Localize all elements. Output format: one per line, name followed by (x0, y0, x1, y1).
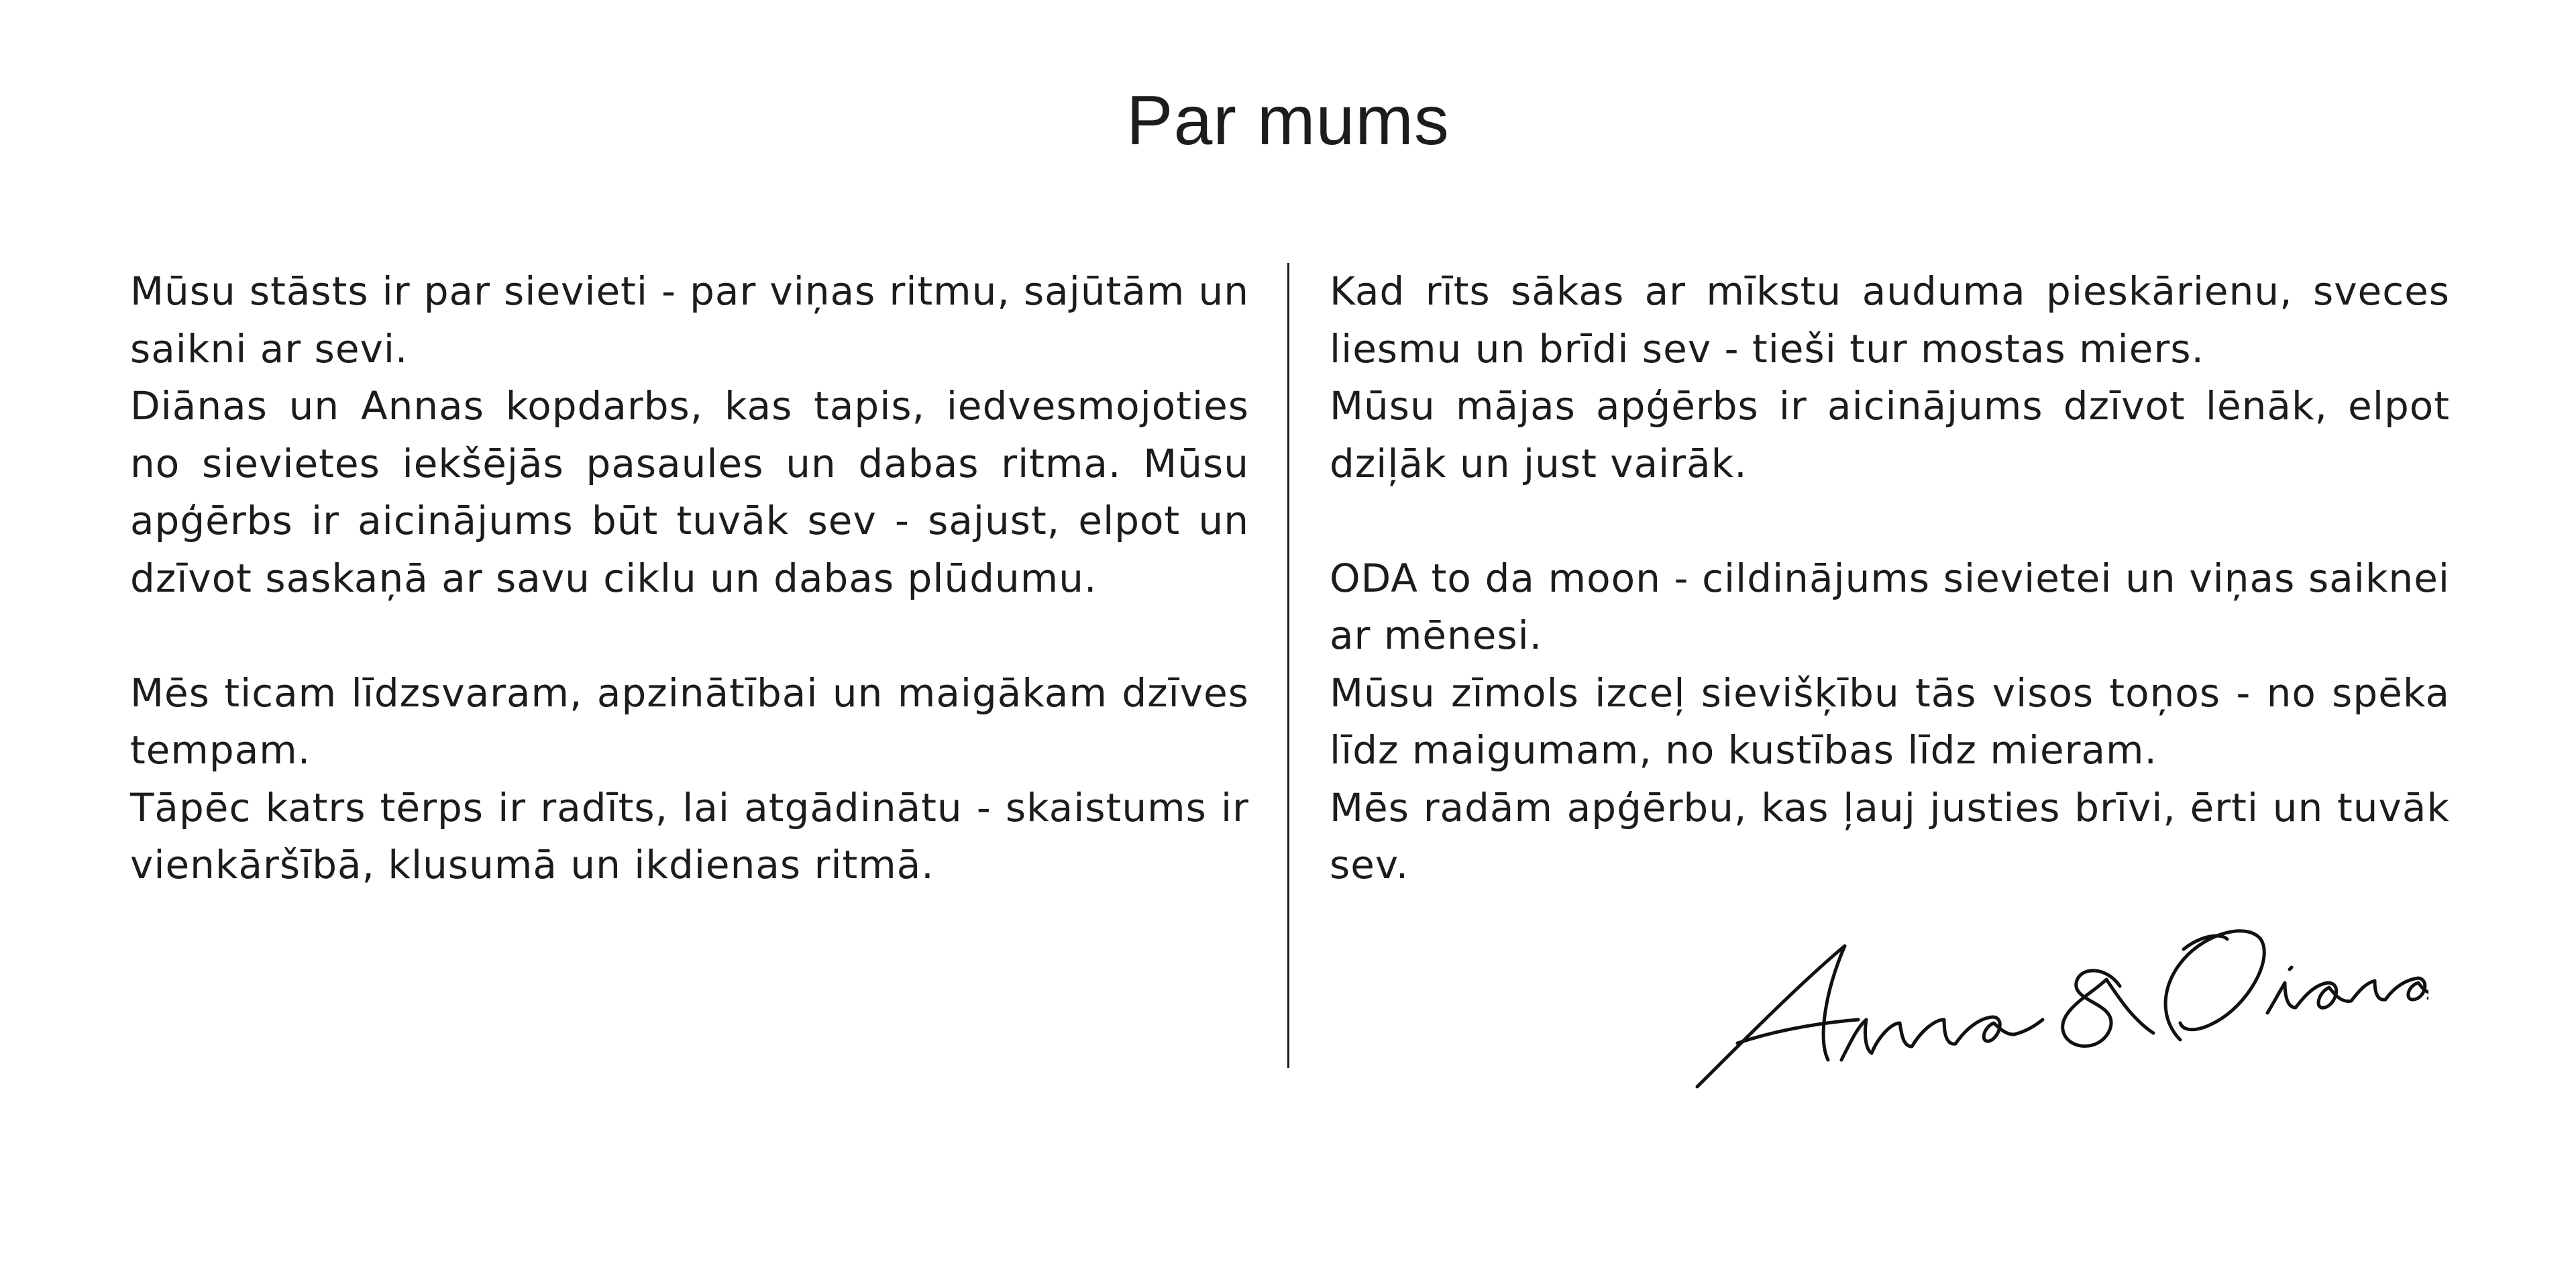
left-text-column (130, 263, 1249, 894)
signature-stroke-iana (2267, 978, 2428, 1013)
signature-stroke-d (2165, 931, 2264, 1040)
right-paragraph-3: ODA to da moon - cildinājums sievietei un viņas saiknei ar mēnesi. (1330, 555, 2450, 658)
left-paragraph-3: Mēs ticam līdzsvaram, apzinātībai un maigākam dzīves tempam. (130, 669, 1249, 773)
signature-stroke-i-dot (2290, 967, 2292, 969)
page-title: Par mums (1126, 82, 1450, 160)
paragraph-spacer (1330, 492, 2450, 550)
signature-stroke-ampersand (2063, 971, 2153, 1046)
left-paragraph-4: Tāpēc katrs tērps ir radīts, lai atgādinātu - skaistums ir vienkāršībā, klusumā un ikdienas ritmā. (130, 784, 1249, 888)
left-paragraph-2: Diānas un Annas kopdarbs, kas tapis, iedvesmojoties no sievietes iekšējās pasaules un dabas ritma. Mūsu apģērbs ir aicinājums būt tuvāk sev - sajust, elpot un dzīvot saskaņā ar savu ciklu un dabas plūdumu. (130, 383, 1249, 601)
signature-stroke-nna (1841, 1017, 2043, 1060)
signature-stroke-a (1697, 946, 1845, 1087)
right-paragraph-1: Kad rīts sākas ar mīkstu auduma pieskārienu, sveces liesmu un brīdi sev - tieši tur mostas miers. (1330, 268, 2450, 372)
right-paragraph-2: Mūsu mājas apģērbs ir aicinājums dzīvot lēnāk, elpot dziļāk un just vairāk. (1330, 383, 2450, 486)
column-divider (1287, 263, 1289, 1068)
right-text-column (1330, 263, 2450, 894)
left-paragraph-1: Mūsu stāsts ir par sievieti - par viņas ritmu, sajūtām un saikni ar sevi. (130, 268, 1249, 372)
right-paragraph-4: Mūsu zīmols izceļ sievišķību tās visos toņos - no spēka līdz maigumam, no kustības līdz mieram. (1330, 669, 2450, 773)
handwritten-signature (1690, 885, 2428, 1100)
right-paragraph-5: Mēs radām apģērbu, kas ļauj justies brīvi, ērti un tuvāk sev. (1330, 784, 2450, 888)
signature-stroke-a-bar (1737, 1020, 1858, 1043)
paragraph-spacer (130, 607, 1249, 665)
